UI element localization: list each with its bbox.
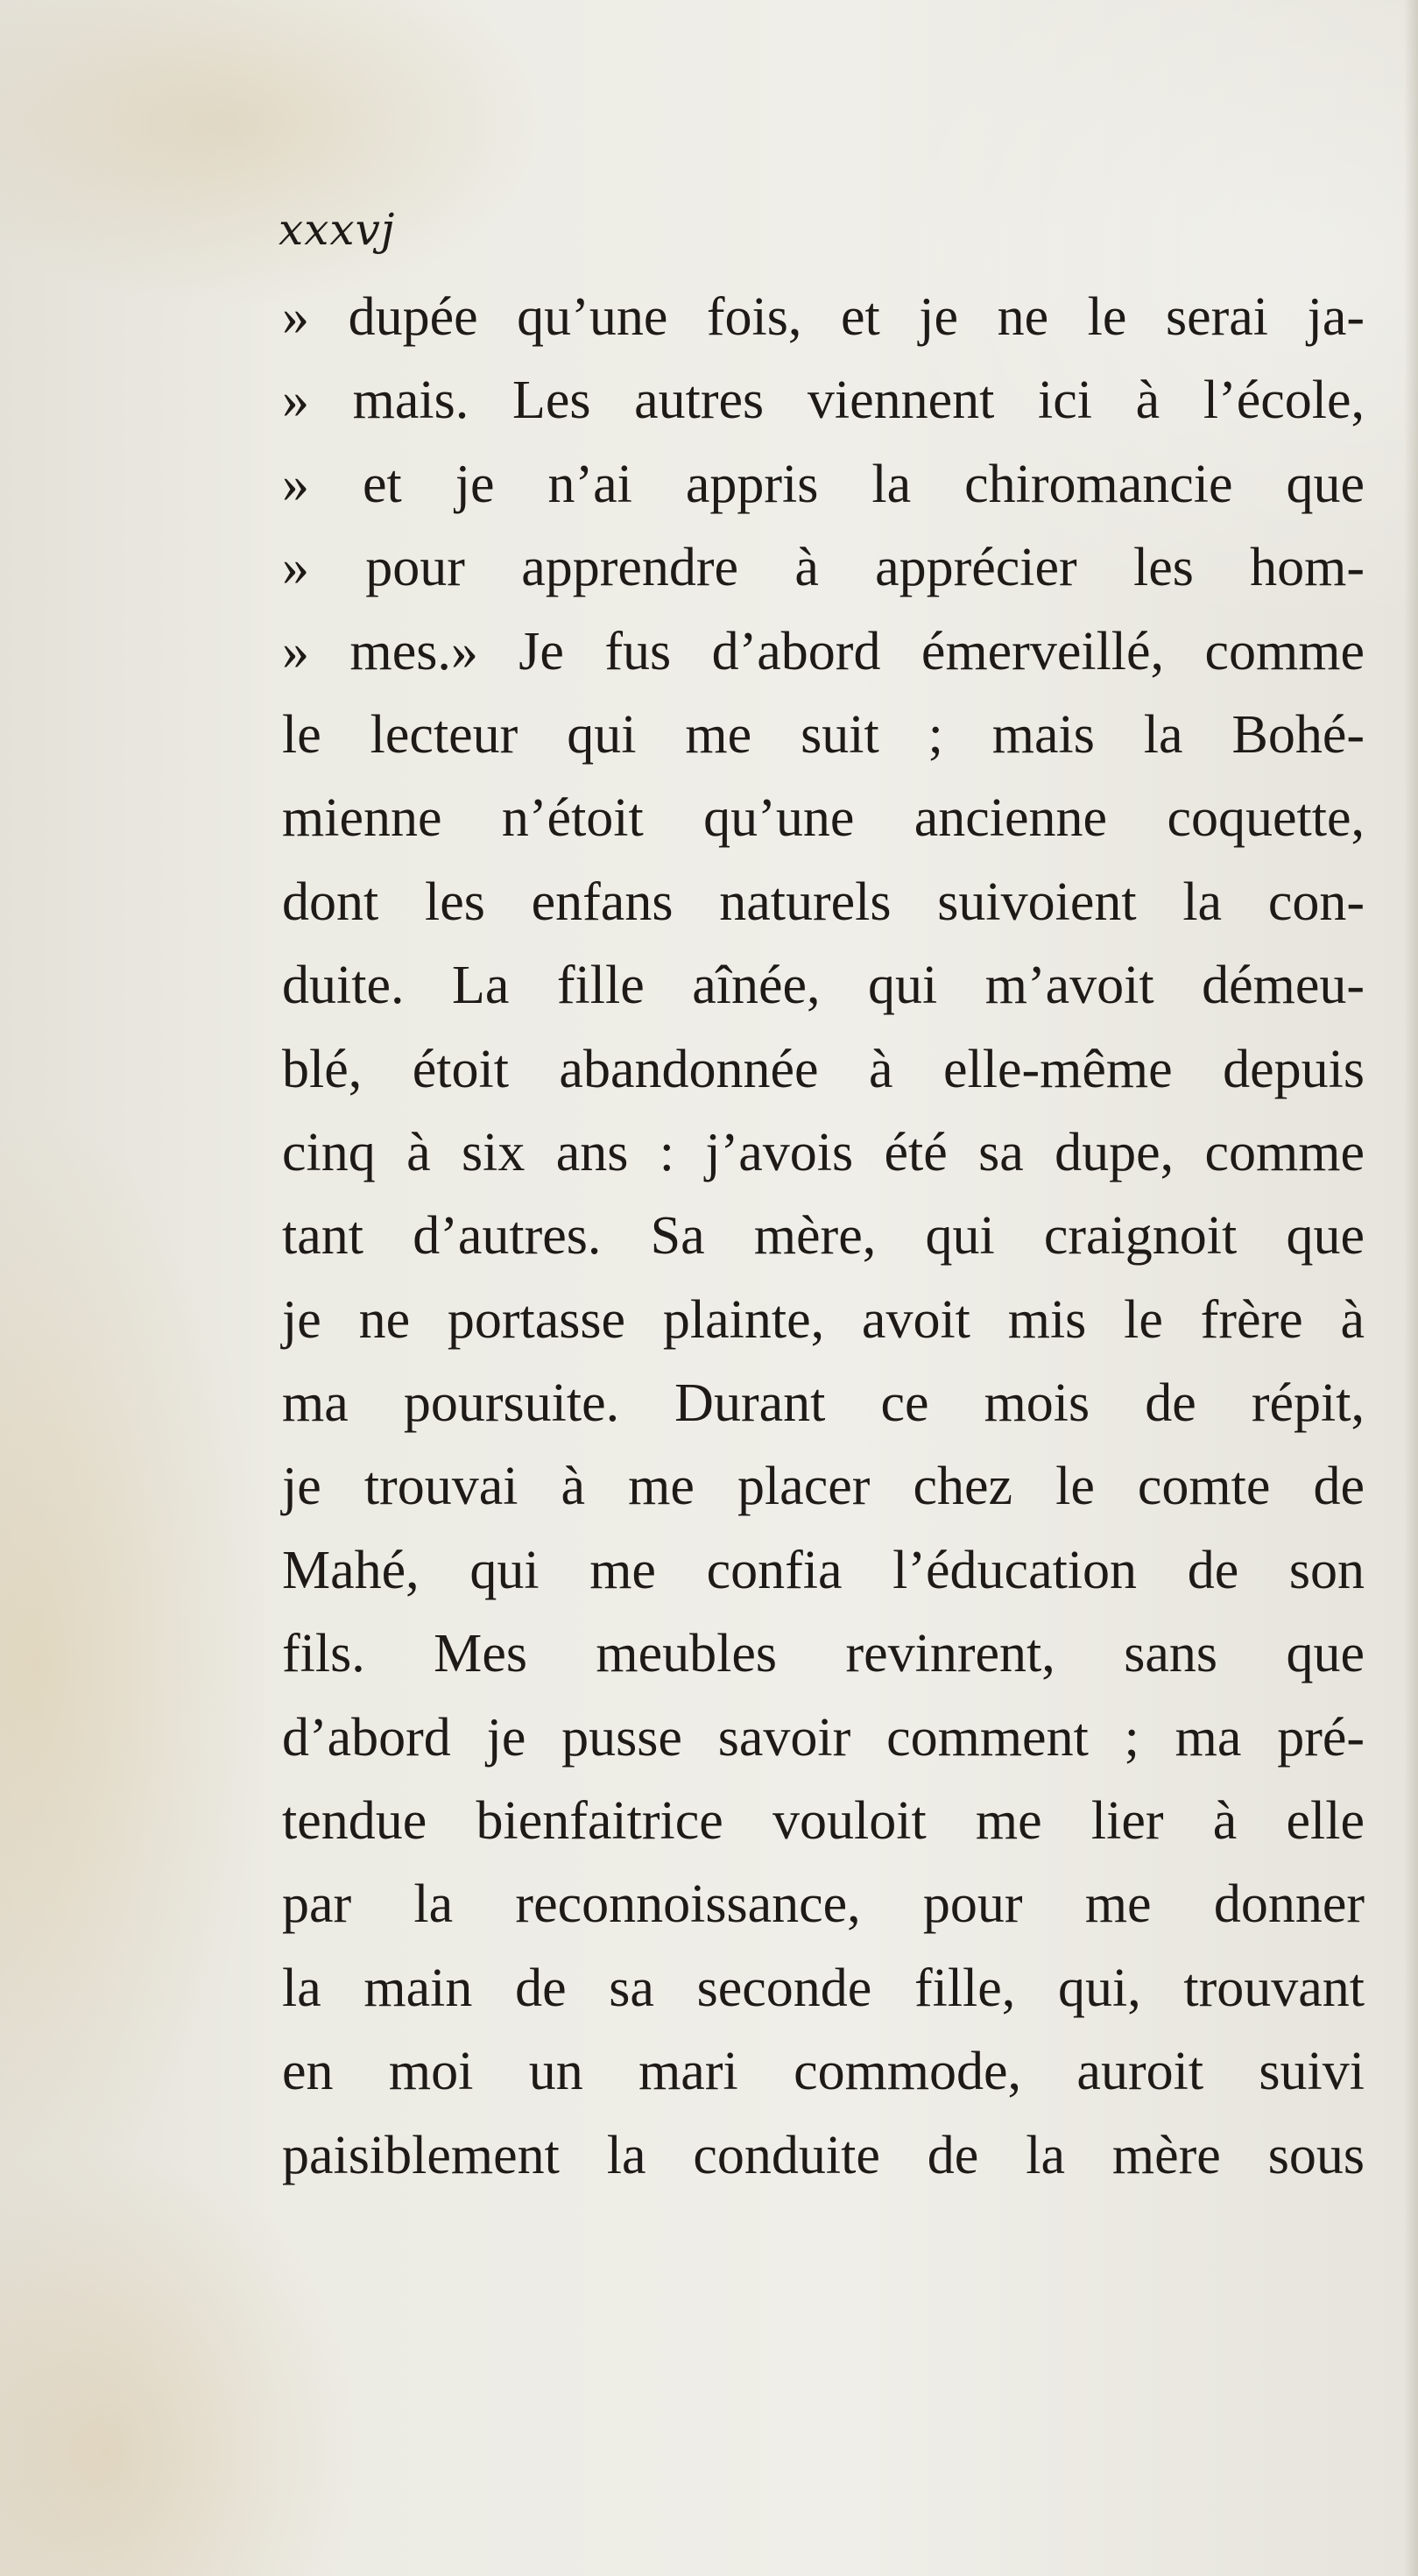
text-line: » pour apprendre à apprécier les hom- — [282, 538, 1365, 598]
text-line: je ne portasse plainte, avoit mis le frère à — [282, 1289, 1365, 1350]
text-line: mienne n’étoit qu’une ancienne coquette, — [282, 788, 1365, 849]
text-line: en moi un mari commode, auroit suivi — [282, 2042, 1365, 2102]
page-edge — [1404, 0, 1418, 2576]
text-line: » et je n’ai appris la chiromancie que — [282, 454, 1365, 514]
text-line: paisiblement la conduite de la mère sous — [282, 2125, 1365, 2185]
text-line: » mes.» Je fus d’abord émerveillé, comme — [282, 621, 1365, 681]
text-line: le lecteur qui me suit ; mais la Bohé- — [282, 704, 1365, 765]
text-line: fils. Mes meubles revinrent, sans que — [282, 1624, 1365, 1684]
text-line: par la reconnoissance, pour me donner — [282, 1874, 1365, 1935]
text-line: » dupée qu’une fois, et je ne le serai ja- — [282, 287, 1365, 347]
text-line: duite. La fille aînée, qui m’avoit démeu- — [282, 956, 1365, 1016]
text-line: tant d’autres. Sa mère, qui craignoit que — [282, 1206, 1365, 1267]
body-text — [282, 276, 1365, 2198]
text-line: blé, étoit abandonnée à elle-même depuis — [282, 1039, 1365, 1099]
text-line: cinq à six ans : j’avois été sa dupe, comme — [282, 1122, 1365, 1182]
text-line: » mais. Les autres viennent ici à l’école, — [282, 371, 1365, 431]
text-line: tendue bienfaitrice vouloit me lier à elle — [282, 1791, 1365, 1852]
text-line: Mahé, qui me confia l’éducation de son — [282, 1540, 1365, 1600]
text-line: je trouvai à me placer chez le comte de — [282, 1457, 1365, 1517]
text-line: ma poursuite. Durant ce mois de répit, — [282, 1373, 1365, 1434]
page-number: xxxvj — [279, 204, 396, 255]
text-line: d’abord je pusse savoir comment ; ma pré- — [282, 1707, 1365, 1768]
text-line: dont les enfans naturels suivoient la con- — [282, 872, 1365, 932]
text-line: la main de sa seconde fille, qui, trouvant — [282, 1958, 1365, 2018]
